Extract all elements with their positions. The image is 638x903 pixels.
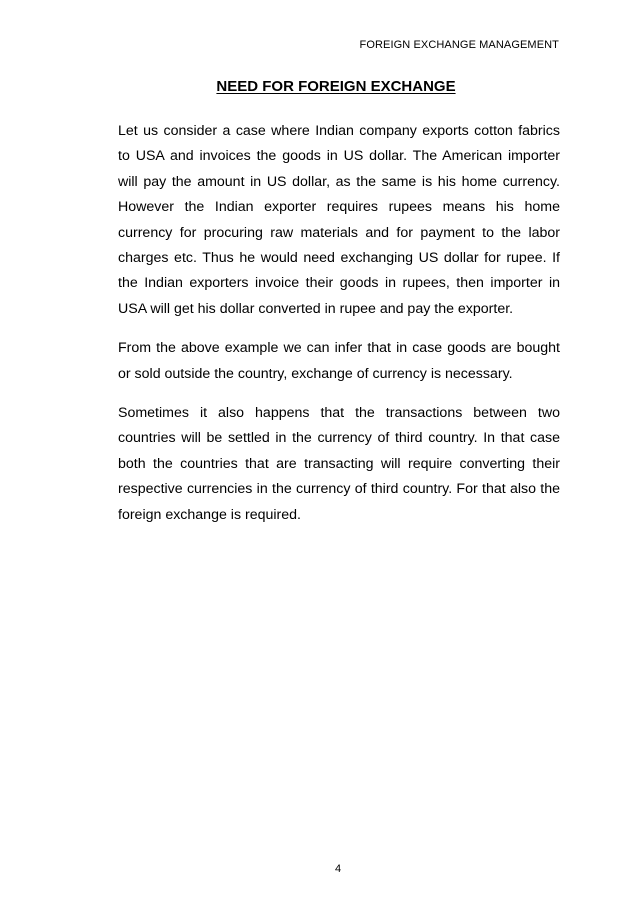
- paragraph-3: Sometimes it also happens that the transactions between two countries will be settled in the currency of third country. In that case both the countries that are transacting will require converting their respective currencies in the currency of third country. For that also the foreign exchange is required.: [118, 405, 560, 523]
- paragraph-2: From the above example we can infer that in case goods are bought or sold outside the country, exchange of currency is necessary.: [118, 340, 560, 382]
- running-header: FOREIGN EXCHANGE MANAGEMENT: [359, 39, 559, 51]
- page-title: NEED FOR FOREIGN EXCHANGE: [216, 78, 456, 95]
- body-text: [118, 119, 560, 542]
- paragraph-1: Let us consider a case where Indian company exports cotton fabrics to USA and invoices the goods in US dollar. The American importer will pay the amount in US dollar, as the same is his home currency. However the Indian exporter requires rupees means his home currency for procuring raw materials and for payment to the labor charges etc. Thus he would need exchanging US dollar for rupee. If the Indian exporters invoice their goods in rupees, then importer in USA will get his dollar converted in rupee and pay the exporter.: [118, 123, 560, 317]
- page-number: 4: [334, 863, 342, 875]
